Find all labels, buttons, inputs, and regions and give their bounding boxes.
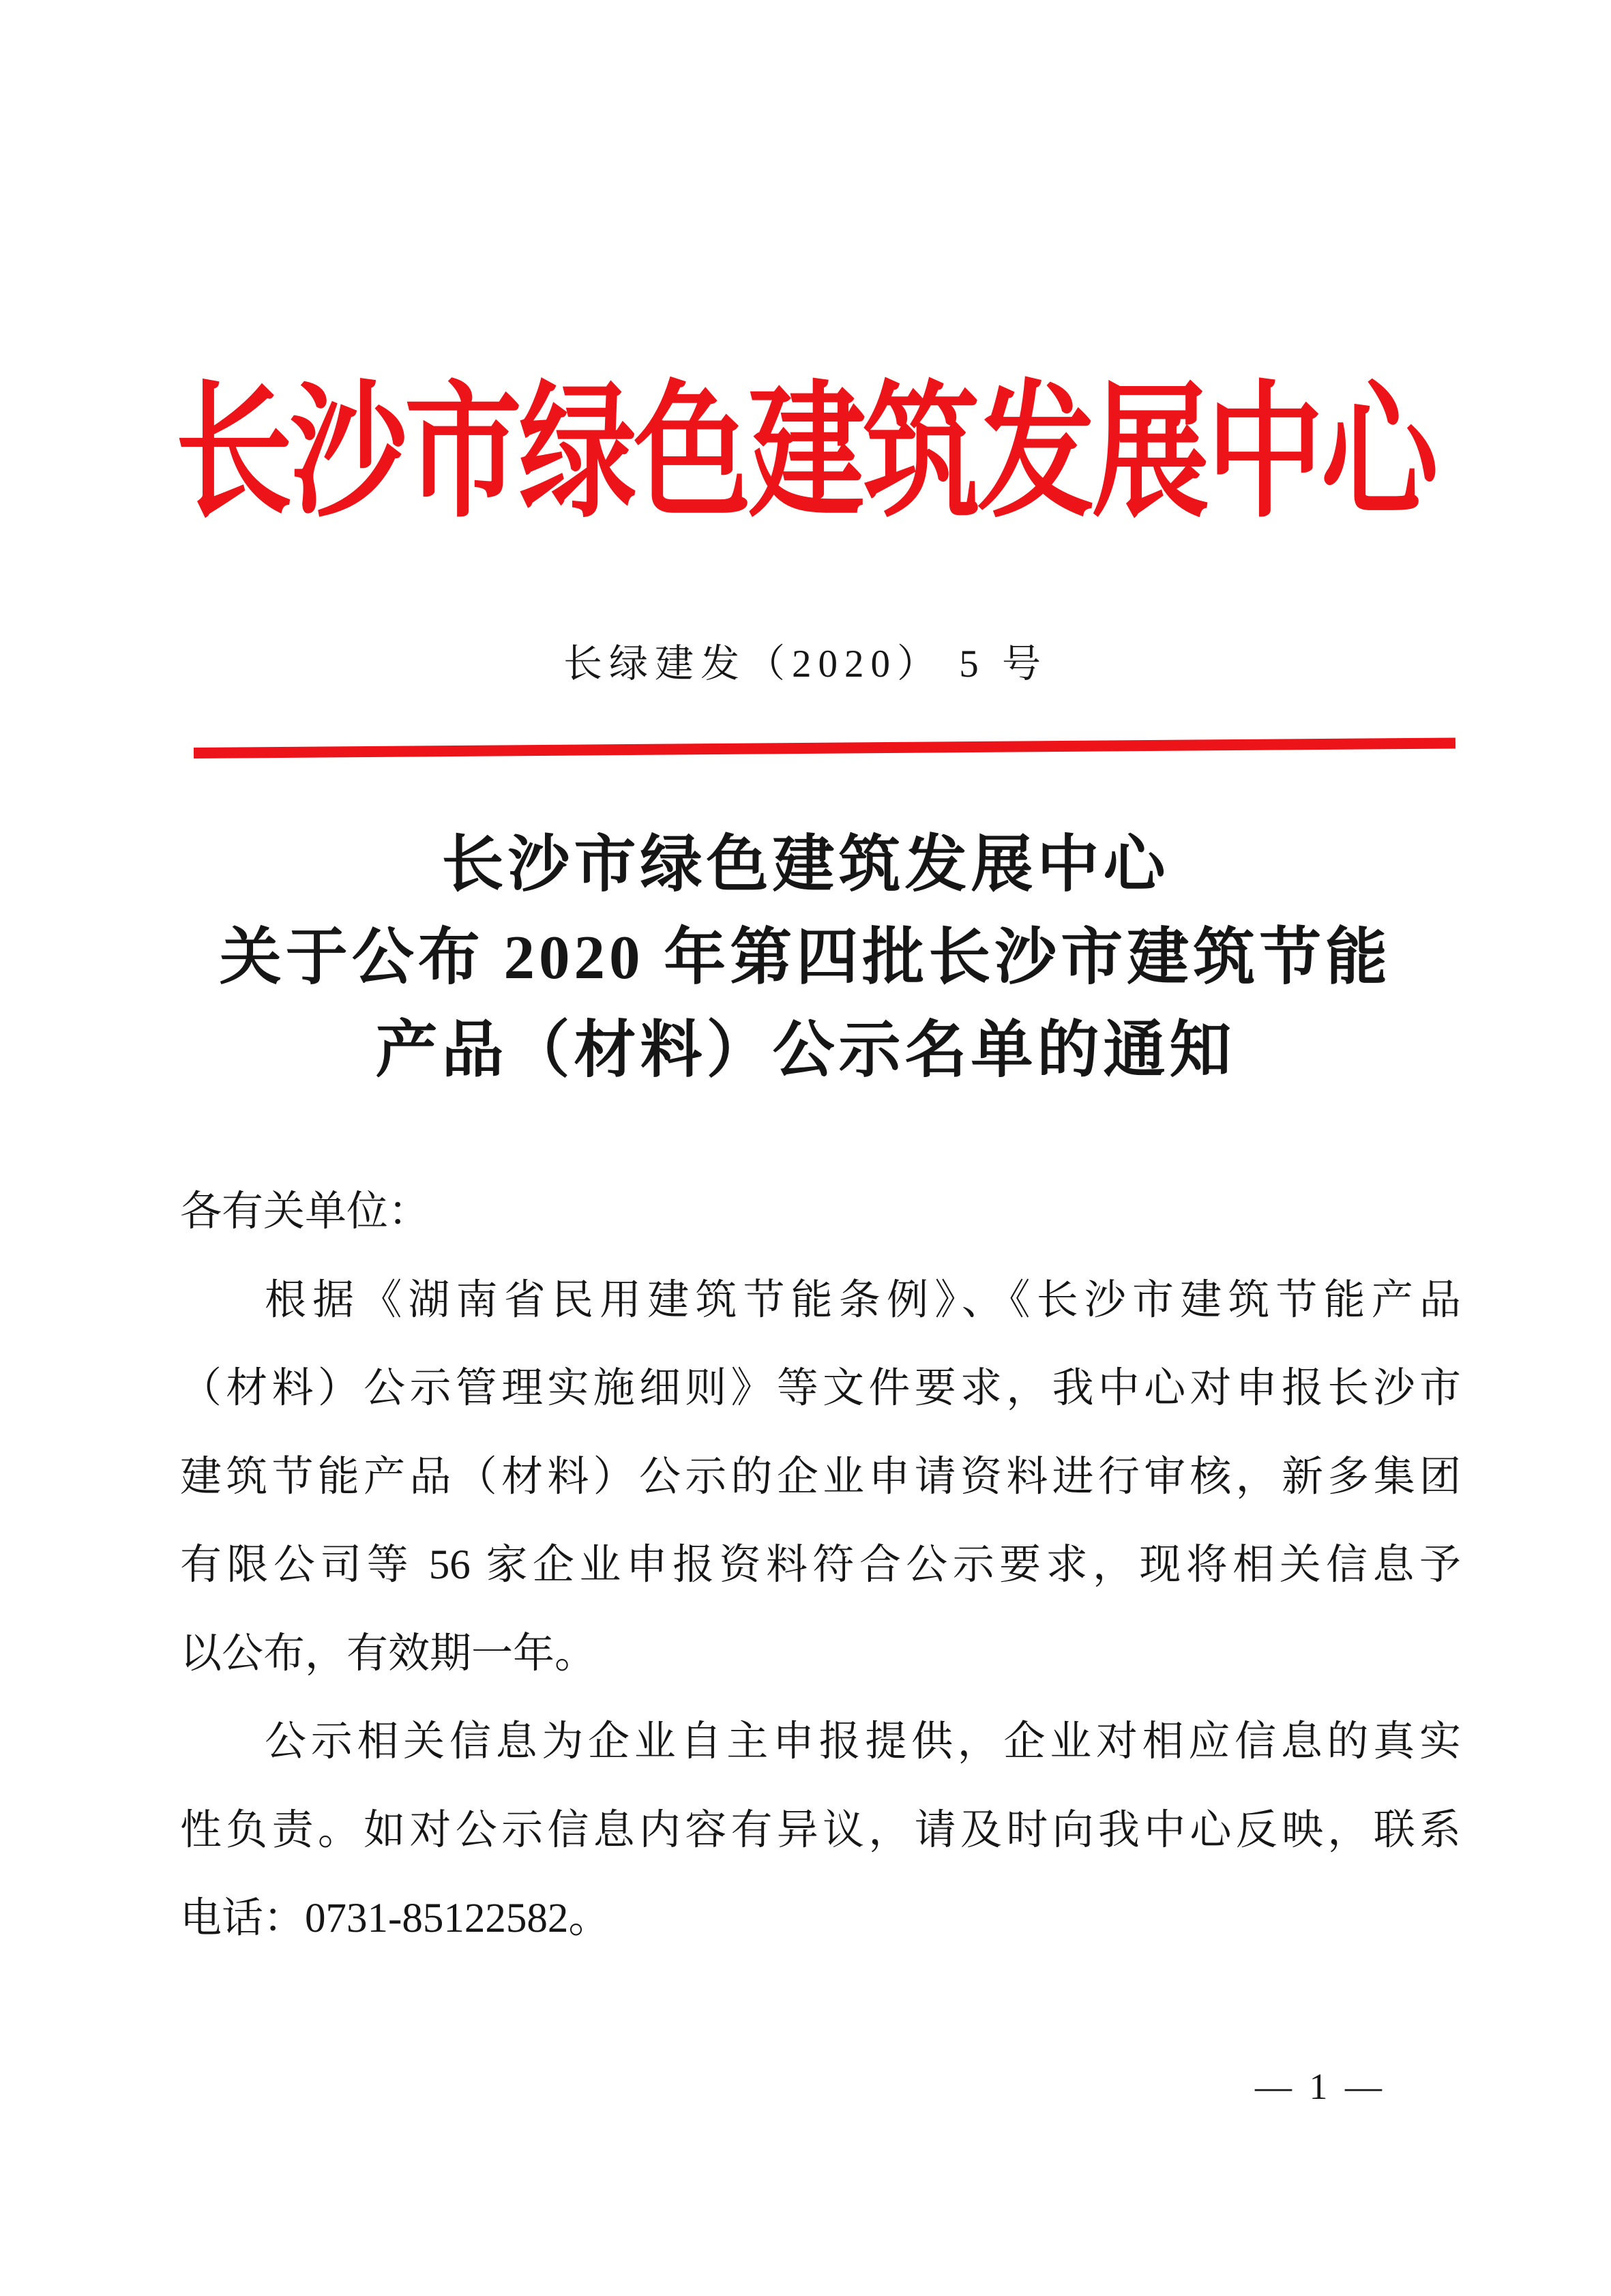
notice-title-line-2: 关于公布 2020 年第四批长沙市建筑节能 <box>219 923 1392 992</box>
doc-number: 长绿建发（2020） 5 号 <box>563 643 1048 686</box>
body-line: 有限公司等 56 家企业申报资料符合公示要求，现将相关信息予 <box>180 1542 1461 1588</box>
body-line: 性负责。如对公示信息内容有异议，请及时向我中心反映，联系 <box>180 1807 1461 1853</box>
notice-title <box>0 819 1611 1097</box>
letterhead-title: 长沙市绿色建筑发展中心 <box>175 373 1436 535</box>
page-number: — 1 — <box>1255 2066 1386 2107</box>
salutation: 各有关单位： <box>180 1189 430 1235</box>
body-line: 以公布，有效期一年。 <box>180 1630 597 1677</box>
body-line: （材料）公示管理实施细则》等文件要求，我中心对申报长沙市 <box>180 1366 1461 1411</box>
red-separator-rule <box>194 737 1455 759</box>
body-line: 建筑节能产品（材料）公示的企业申请资料进行审核，新多集团 <box>180 1454 1461 1500</box>
body-line: 根据《湖南省民用建筑节能条例》、《长沙市建筑节能产品 <box>265 1277 1461 1323</box>
body-line: 公示相关信息为企业自主申报提供，企业对相应信息的真实 <box>265 1719 1461 1765</box>
body-line: 电话：0731-85122582。 <box>180 1896 610 1941</box>
body-text <box>180 1168 1461 1963</box>
notice-title-line-1: 长沙市绿色建筑发展中心 <box>441 830 1170 899</box>
notice-title-line-3: 产品（材料）公示名单的通知 <box>375 1016 1236 1085</box>
